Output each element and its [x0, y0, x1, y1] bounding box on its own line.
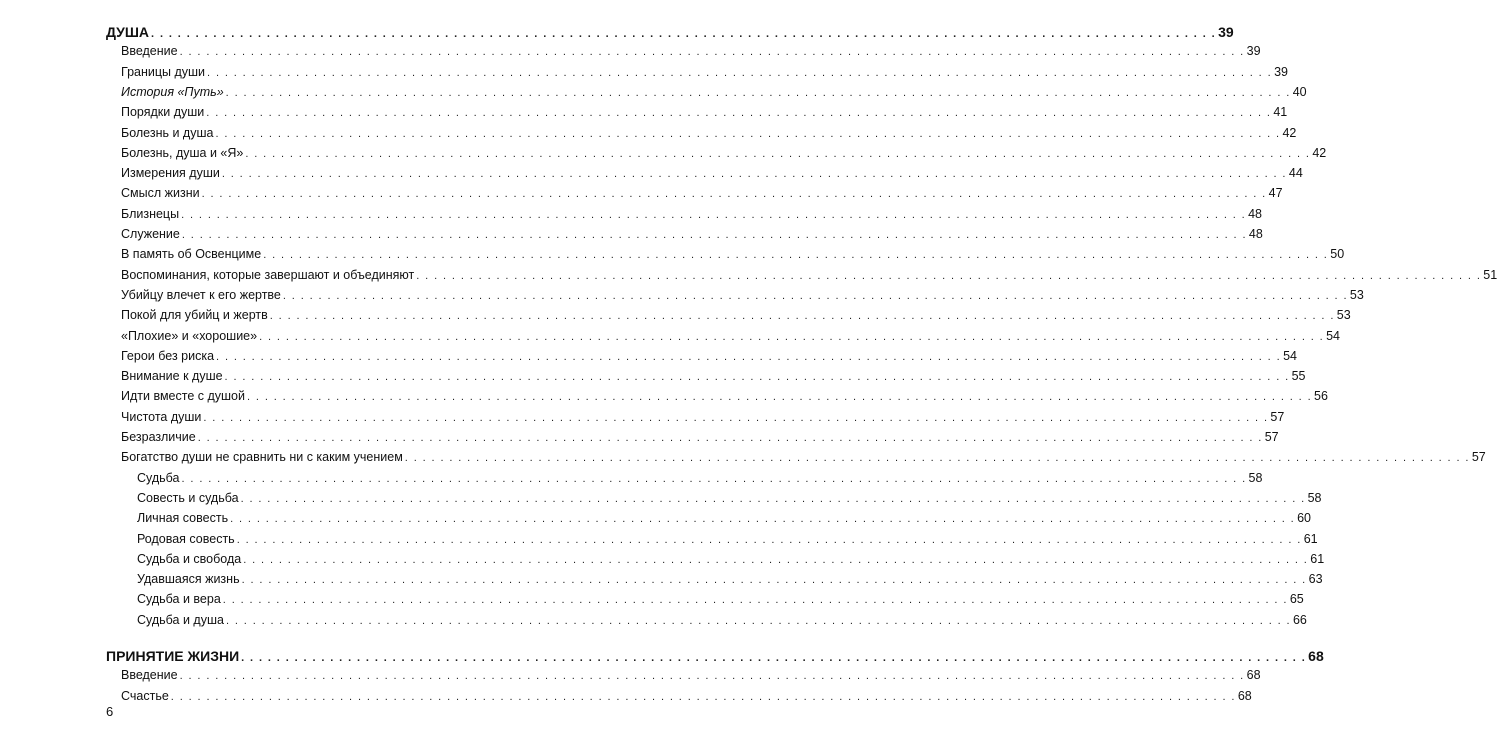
- toc-entry: [121, 186, 1283, 201]
- toc-entry-title: Чистота души: [121, 409, 202, 424]
- dot-leader: . . . . . . . . . . . . . . . . . . . . . . . . . . . . . . . . . . . . . . . . . . . . . . . . . . . . . . . . . . . . . . . . . . . . . . . . . . . . . . . . . . . . . . . . . . . . . . . . . . . . . . . . . . . . . . . . . . . . . . . .: [240, 492, 1306, 505]
- toc-entry: [121, 450, 1486, 465]
- toc-entry: [121, 44, 1261, 59]
- toc-entry: [121, 430, 1279, 444]
- toc-page-number: 50: [1330, 247, 1345, 262]
- dot-leader: . . . . . . . . . . . . . . . . . . . . . . . . . . . . . . . . . . . . . . . . . . . . . . . . . . . . . . . . . . . . . . . . . . . . . . . . . . . . . . . . . . . . . . . . . . . . . . . . . . . . . . . . . . . . . . . . . . . . . . . .: [259, 330, 1325, 343]
- dot-leader: . . . . . . . . . . . . . . . . . . . . . . . . . . . . . . . . . . . . . . . . . . . . . . . . . . . . . . . . . . . . . . . . . . . . . . . . . . . . . . . . . . . . . . . . . . . . . . . . . . . . . . . . . . . . . . . . . . . . . . . .: [203, 411, 1269, 424]
- toc-page-number: 55: [1291, 369, 1306, 384]
- toc-entry: [121, 125, 1297, 140]
- toc-entry-title: Покой для убийц и жертв: [121, 308, 268, 323]
- toc-subentry: [137, 592, 1304, 607]
- toc-entry: [121, 166, 1303, 181]
- toc-entry-title: Введение: [121, 668, 178, 683]
- toc-entry: [121, 64, 1288, 79]
- dot-leader: . . . . . . . . . . . . . . . . . . . . . . . . . . . . . . . . . . . . . . . . . . . . . . . . . . . . . . . . . . . . . . . . . . . . . . . . . . . . . . . . . . . . . . . . . . . . . . . . . . . . . . . . . . . . . . . . . . . . . . . .: [197, 432, 1263, 444]
- toc-entry: [121, 688, 1252, 703]
- dot-leader: . . . . . . . . . . . . . . . . . . . . . . . . . . . . . . . . . . . . . . . . . . . . . . . . . . . . . . . . . . . . . . . . . . . . . . . . . . . . . . . . . . . . . . . . . . . . . . . . . . . . . . . . . . . . . . . . . . . . . . . .: [282, 289, 1348, 302]
- toc-page-number: 60: [1297, 511, 1312, 526]
- dot-leader: . . . . . . . . . . . . . . . . . . . . . . . . . . . . . . . . . . . . . . . . . . . . . . . . . . . . . . . . . . . . . . . . . . . . . . . . . . . . . . . . . . . . . . . . . . . . . . . . . . . . . . . . . . . . . . . . . . . . . . . .: [230, 513, 1296, 526]
- dot-leader: . . . . . . . . . . . . . . . . . . . . . . . . . . . . . . . . . . . . . . . . . . . . . . . . . . . . . . . . . . . . . . . . . . . . . . . . . . . . . . . . . . . . . . . . . . . . . . . . . . . . . . . . . . . . . . . . . . . . . . . .: [170, 690, 1236, 703]
- toc-page-number: 53: [1349, 287, 1364, 302]
- toc-entry-title: Болезнь и душа: [121, 125, 214, 140]
- toc-entry-title: История «Путь»: [121, 84, 224, 99]
- toc-page-number: 40: [1292, 84, 1307, 99]
- toc-entry-title: Болезнь, душа и «Я»: [121, 145, 244, 160]
- toc-entry: [121, 328, 1341, 343]
- toc-entry: [121, 287, 1364, 302]
- toc-entry: [121, 227, 1263, 241]
- toc-subentry: [137, 612, 1307, 627]
- dot-leader: . . . . . . . . . . . . . . . . . . . . . . . . . . . . . . . . . . . . . . . . . . . . . . . . . . . . . . . . . . . . . . . . . . . . . . . . . . . . . . . . . . . . . . . . . . . . . . . . . . . . . . . . . . . . . . . . . . . . . . . .: [416, 269, 1482, 282]
- toc-page-number: 57: [1471, 450, 1486, 465]
- toc-entry: [121, 105, 1288, 120]
- toc-entry-title: Герои без риска: [121, 348, 215, 363]
- toc-entry: [121, 206, 1263, 221]
- toc-subentry: [137, 511, 1312, 526]
- toc-entry: [121, 84, 1307, 99]
- dot-leader: . . . . . . . . . . . . . . . . . . . . . . . . . . . . . . . . . . . . . . . . . . . . . . . . . . . . . . . . . . . . . . . . . . . . . . . . . . . . . . . . . . . . . . . . . . . . . . . . . . . . . . . . . . . . . . . . . . . . . . . .: [181, 208, 1247, 221]
- dot-leader: . . . . . . . . . . . . . . . . . . . . . . . . . . . . . . . . . . . . . . . . . . . . . . . . . . . . . . . . . . . . . . . . . . . . . . . . . . . . . . . . . . . . . . . . . . . . . . . . . . . . . . . . . . . . . . . . . . . . . . . .: [269, 310, 1335, 323]
- toc-page-number: 57: [1270, 409, 1285, 424]
- toc-page-number: 68: [1246, 668, 1261, 683]
- toc-page-number: 58: [1248, 470, 1263, 485]
- toc-page-number: 53: [1336, 308, 1351, 323]
- toc-page-number: 42: [1282, 125, 1297, 140]
- toc-subentry: [137, 551, 1325, 566]
- dot-leader: . . . . . . . . . . . . . . . . . . . . . . . . . . . . . . . . . . . . . . . . . . . . . . . . . . . . . . . . . . . . . . . . . . . . . . . . . . . . . . . . . . . . . . . . . . . . . . . . . . . . . . . . . . . . . . . . . . . . . . . .: [241, 652, 1307, 664]
- dot-leader: . . . . . . . . . . . . . . . . . . . . . . . . . . . . . . . . . . . . . . . . . . . . . . . . . . . . . . . . . . . . . . . . . . . . . . . . . . . . . . . . . . . . . . . . . . . . . . . . . . . . . . . . . . . . . . . . . . . . . . . .: [207, 66, 1273, 79]
- page-number: 6: [106, 704, 114, 719]
- toc-entry-title: Близнецы: [121, 206, 180, 221]
- toc-entry-title: Внимание к душе: [121, 369, 223, 384]
- toc-entry-title: Воспоминания, которые завершают и объединяют: [121, 267, 415, 282]
- toc-page-number: 68: [1308, 648, 1324, 664]
- dot-leader: . . . . . . . . . . . . . . . . . . . . . . . . . . . . . . . . . . . . . . . . . . . . . . . . . . . . . . . . . . . . . . . . . . . . . . . . . . . . . . . . . . . . . . . . . . . . . . . . . . . . . . . . . . . . . . . . . . . . . . . .: [221, 168, 1287, 181]
- dot-leader: . . . . . . . . . . . . . . . . . . . . . . . . . . . . . . . . . . . . . . . . . . . . . . . . . . . . . . . . . . . . . . . . . . . . . . . . . . . . . . . . . . . . . . . . . . . . . . . . . . . . . . . . . . . . . . . . . . . . . . . .: [181, 229, 1247, 241]
- toc-entry-title: Удавшаяся жизнь: [137, 572, 240, 587]
- toc-page-number: 54: [1283, 348, 1297, 363]
- dot-leader: . . . . . . . . . . . . . . . . . . . . . . . . . . . . . . . . . . . . . . . . . . . . . . . . . . . . . . . . . . . . . . . . . . . . . . . . . . . . . . . . . . . . . . . . . . . . . . . . . . . . . . . . . . . . . . . . . . . . . . . .: [225, 86, 1291, 99]
- toc-entry-title: Измерения души: [121, 166, 220, 181]
- toc-entry-title: Смысл жизни: [121, 186, 200, 201]
- dot-leader: . . . . . . . . . . . . . . . . . . . . . . . . . . . . . . . . . . . . . . . . . . . . . . . . . . . . . . . . . . . . . . . . . . . . . . . . . . . . . . . . . . . . . . . . . . . . . . . . . . . . . . . . . . . . . . . . . . . . . . . .: [263, 249, 1329, 262]
- dot-leader: . . . . . . . . . . . . . . . . . . . . . . . . . . . . . . . . . . . . . . . . . . . . . . . . . . . . . . . . . . . . . . . . . . . . . . . . . . . . . . . . . . . . . . . . . . . . . . . . . . . . . . . . . . . . . . . . . . . . . . . .: [179, 46, 1245, 59]
- dot-leader: . . . . . . . . . . . . . . . . . . . . . . . . . . . . . . . . . . . . . . . . . . . . . . . . . . . . . . . . . . . . . . . . . . . . . . . . . . . . . . . . . . . . . . . . . . . . . . . . . . . . . . . . . . . . . . . . . . . . . . . .: [245, 147, 1311, 160]
- toc-entry-title: Богатство души не сравнить ни с каким учением: [121, 450, 403, 465]
- toc-subentry: [137, 572, 1323, 587]
- dot-leader: . . . . . . . . . . . . . . . . . . . . . . . . . . . . . . . . . . . . . . . . . . . . . . . . . . . . . . . . . . . . . . . . . . . . . . . . . . . . . . . . . . . . . . . . . . . . . . . . . . . . . . . . . . . . . . . . . . . . . . . .: [241, 574, 1307, 587]
- toc-page-number: 41: [1273, 105, 1288, 120]
- toc-entry-title: Убийцу влечет к его жертве: [121, 287, 281, 302]
- section-heading: [106, 648, 1324, 664]
- dot-leader: . . . . . . . . . . . . . . . . . . . . . . . . . . . . . . . . . . . . . . . . . . . . . . . . . . . . . . . . . . . . . . . . . . . . . . . . . . . . . . . . . . . . . . . . . . . . . . . . . . . . . . . . . . . . . . . . . . . . . . . .: [225, 614, 1291, 627]
- toc-entry: [121, 145, 1327, 160]
- toc-entry-title: Родовая совесть: [137, 531, 235, 546]
- toc-page-number: 56: [1314, 389, 1328, 404]
- dot-leader: . . . . . . . . . . . . . . . . . . . . . . . . . . . . . . . . . . . . . . . . . . . . . . . . . . . . . . . . . . . . . . . . . . . . . . . . . . . . . . . . . . . . . . . . . . . . . . . . . . . . . . . . . . . . . . . . . . . . . . . .: [206, 107, 1272, 120]
- toc-entry-title: Судьба и вера: [137, 592, 221, 607]
- dot-leader: . . . . . . . . . . . . . . . . . . . . . . . . . . . . . . . . . . . . . . . . . . . . . . . . . . . . . . . . . . . . . . . . . . . . . . . . . . . . . . . . . . . . . . . . . . . . . . . . . . . . . . . . . . . . . . . . . . . . . . . .: [243, 553, 1309, 566]
- toc-entry-title: Совесть и судьба: [137, 490, 239, 505]
- toc-entry: [121, 369, 1306, 384]
- toc-page-number: 47: [1268, 186, 1283, 201]
- toc-subentry: [137, 470, 1263, 485]
- toc-page-number: 61: [1310, 551, 1325, 566]
- dot-leader: . . . . . . . . . . . . . . . . . . . . . . . . . . . . . . . . . . . . . . . . . . . . . . . . . . . . . . . . . . . . . . . . . . . . . . . . . . . . . . . . . . . . . . . . . . . . . . . . . . . . . . . . . . . . . . . . . . . . . . . .: [215, 127, 1281, 140]
- toc-entry: [121, 308, 1351, 323]
- dot-leader: . . . . . . . . . . . . . . . . . . . . . . . . . . . . . . . . . . . . . . . . . . . . . . . . . . . . . . . . . . . . . . . . . . . . . . . . . . . . . . . . . . . . . . . . . . . . . . . . . . . . . . . . . . . . . . . . . . . . . . . .: [224, 371, 1290, 384]
- toc-entry-title: Судьба и душа: [137, 612, 224, 627]
- toc-subentry: [137, 490, 1322, 505]
- toc-page-number: 39: [1246, 44, 1261, 59]
- toc-entry-title: Судьба и свобода: [137, 551, 242, 566]
- dot-leader: . . . . . . . . . . . . . . . . . . . . . . . . . . . . . . . . . . . . . . . . . . . . . . . . . . . . . . . . . . . . . . . . . . . . . . . . . . . . . . . . . . . . . . . . . . . . . . . . . . . . . . . . . . . . . . . . . . . . . . . .: [181, 472, 1247, 485]
- dot-leader: . . . . . . . . . . . . . . . . . . . . . . . . . . . . . . . . . . . . . . . . . . . . . . . . . . . . . . . . . . . . . . . . . . . . . . . . . . . . . . . . . . . . . . . . . . . . . . . . . . . . . . . . . . . . . . . . . . . . . . . .: [222, 594, 1288, 607]
- toc-entry-title: Границы души: [121, 64, 206, 79]
- toc-page-number: 51: [1483, 267, 1497, 282]
- dot-leader: . . . . . . . . . . . . . . . . . . . . . . . . . . . . . . . . . . . . . . . . . . . . . . . . . . . . . . . . . . . . . . . . . . . . . . . . . . . . . . . . . . . . . . . . . . . . . . . . . . . . . . . . . . . . . . . . . . . . . . . .: [247, 391, 1313, 404]
- toc-page-number: 66: [1292, 612, 1307, 627]
- toc-page-number: 58: [1307, 490, 1322, 505]
- toc-entry-title: В память об Освенциме: [121, 247, 262, 262]
- toc-page-number: 39: [1274, 64, 1288, 79]
- toc-entry-title: Порядки души: [121, 105, 205, 120]
- toc-entry-title: Безразличие: [121, 430, 196, 444]
- dot-leader: . . . . . . . . . . . . . . . . . . . . . . . . . . . . . . . . . . . . . . . . . . . . . . . . . . . . . . . . . . . . . . . . . . . . . . . . . . . . . . . . . . . . . . . . . . . . . . . . . . . . . . . . . . . . . . . . . . . . . . . .: [151, 28, 1217, 40]
- toc-entry-title: Идти вместе с душой: [121, 389, 245, 404]
- toc-subentry: [137, 531, 1318, 546]
- toc-entry-title: ПРИНЯТИЕ ЖИЗНИ: [106, 648, 240, 664]
- toc-entry: [121, 668, 1261, 683]
- dot-leader: . . . . . . . . . . . . . . . . . . . . . . . . . . . . . . . . . . . . . . . . . . . . . . . . . . . . . . . . . . . . . . . . . . . . . . . . . . . . . . . . . . . . . . . . . . . . . . . . . . . . . . . . . . . . . . . . . . . . . . . .: [236, 533, 1302, 546]
- toc-page-number: 54: [1326, 328, 1341, 343]
- toc-entry: [121, 247, 1345, 262]
- toc-page-number: 68: [1237, 688, 1252, 703]
- dot-leader: . . . . . . . . . . . . . . . . . . . . . . . . . . . . . . . . . . . . . . . . . . . . . . . . . . . . . . . . . . . . . . . . . . . . . . . . . . . . . . . . . . . . . . . . . . . . . . . . . . . . . . . . . . . . . . . . . . . . . . . .: [216, 350, 1282, 363]
- toc-page-number: 65: [1289, 592, 1304, 607]
- toc-page-number: 42: [1312, 145, 1327, 160]
- toc-entry-title: «Плохие» и «хорошие»: [121, 328, 258, 343]
- toc-page-number: 44: [1288, 166, 1303, 181]
- toc-entry-title: Судьба: [137, 470, 180, 485]
- dot-leader: . . . . . . . . . . . . . . . . . . . . . . . . . . . . . . . . . . . . . . . . . . . . . . . . . . . . . . . . . . . . . . . . . . . . . . . . . . . . . . . . . . . . . . . . . . . . . . . . . . . . . . . . . . . . . . . . . . . . . . . .: [201, 188, 1267, 201]
- toc-entry-title: Введение: [121, 44, 178, 59]
- toc-entry-title: Служение: [121, 227, 180, 241]
- toc-page-number: 48: [1248, 227, 1263, 241]
- toc-page-number: 57: [1264, 430, 1279, 444]
- section-heading: [106, 24, 1234, 40]
- toc-entry-title: ДУША: [106, 24, 150, 40]
- dot-leader: . . . . . . . . . . . . . . . . . . . . . . . . . . . . . . . . . . . . . . . . . . . . . . . . . . . . . . . . . . . . . . . . . . . . . . . . . . . . . . . . . . . . . . . . . . . . . . . . . . . . . . . . . . . . . . . . . . . . . . . .: [404, 452, 1470, 465]
- toc-entry-title: Личная совесть: [137, 511, 229, 526]
- dot-leader: . . . . . . . . . . . . . . . . . . . . . . . . . . . . . . . . . . . . . . . . . . . . . . . . . . . . . . . . . . . . . . . . . . . . . . . . . . . . . . . . . . . . . . . . . . . . . . . . . . . . . . . . . . . . . . . . . . . . . . . .: [179, 670, 1245, 683]
- toc-entry: [121, 389, 1328, 404]
- toc-entry-title: Счастье: [121, 688, 169, 703]
- toc-page-number: 63: [1308, 572, 1323, 587]
- toc-page-number: 48: [1248, 206, 1263, 221]
- toc-entry: [121, 409, 1285, 424]
- toc-entry: [121, 348, 1297, 363]
- toc-entry: [121, 267, 1497, 282]
- toc-page-number: 39: [1218, 24, 1234, 40]
- toc-page-number: 61: [1303, 531, 1318, 546]
